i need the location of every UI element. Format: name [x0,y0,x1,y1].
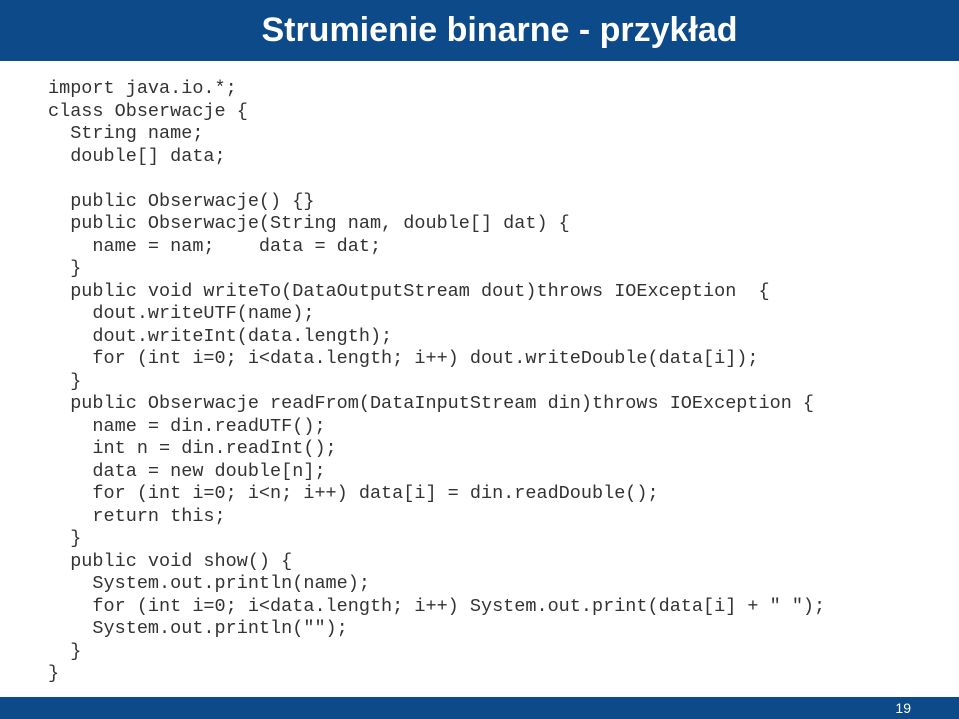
code-line: dout.writeInt(data.length); [48,325,393,347]
code-line: for (int i=0; i<data.length; i++) dout.writeDouble(data[i]); [48,348,759,369]
code-block [48,78,948,686]
code-line: public void show() { [48,550,293,572]
code-line: return this; [48,505,226,527]
code-line: int n = din.readInt(); [48,438,337,459]
code-line: public Obserwacje(String nam, double[] dat) { [48,213,570,234]
code-line: public void writeTo(DataOutputStream dout)throws IOException { [48,280,770,302]
code-line: public Obserwacje() {} [48,190,315,212]
code-line: } [48,258,82,279]
page-number: 19 [895,700,911,716]
code-line [48,168,948,191]
code-line: double[] data; [48,145,226,167]
code-line: for (int i=0; i<n; i++) data[i] = din.readDouble(); [48,483,659,504]
footer-bar [0,697,959,719]
code-line: public Obserwacje readFrom(DataInputStream din)throws IOException { [48,393,815,414]
code-line: dout.writeUTF(name); [48,303,315,324]
code-line: import java.io.*; [48,78,237,99]
code-line: data = new double[n]; [48,460,326,482]
slide-title: Strumienie binarne - przykład [261,11,738,49]
code-line: System.out.println(""); [48,618,348,639]
code-line: } [48,640,82,662]
code-line: String name; [48,123,204,144]
code-line: name = din.readUTF(); [48,415,326,437]
code-line: name = nam; data = dat; [48,235,382,257]
code-line: class Obserwacje { [48,100,248,122]
code-line: System.out.println(name); [48,573,370,594]
code-line: } [48,663,60,684]
code-line: } [48,528,82,549]
code-line: } [48,370,82,392]
code-line: for (int i=0; i<data.length; i++) System.out.print(data[i] + " "); [48,595,826,617]
